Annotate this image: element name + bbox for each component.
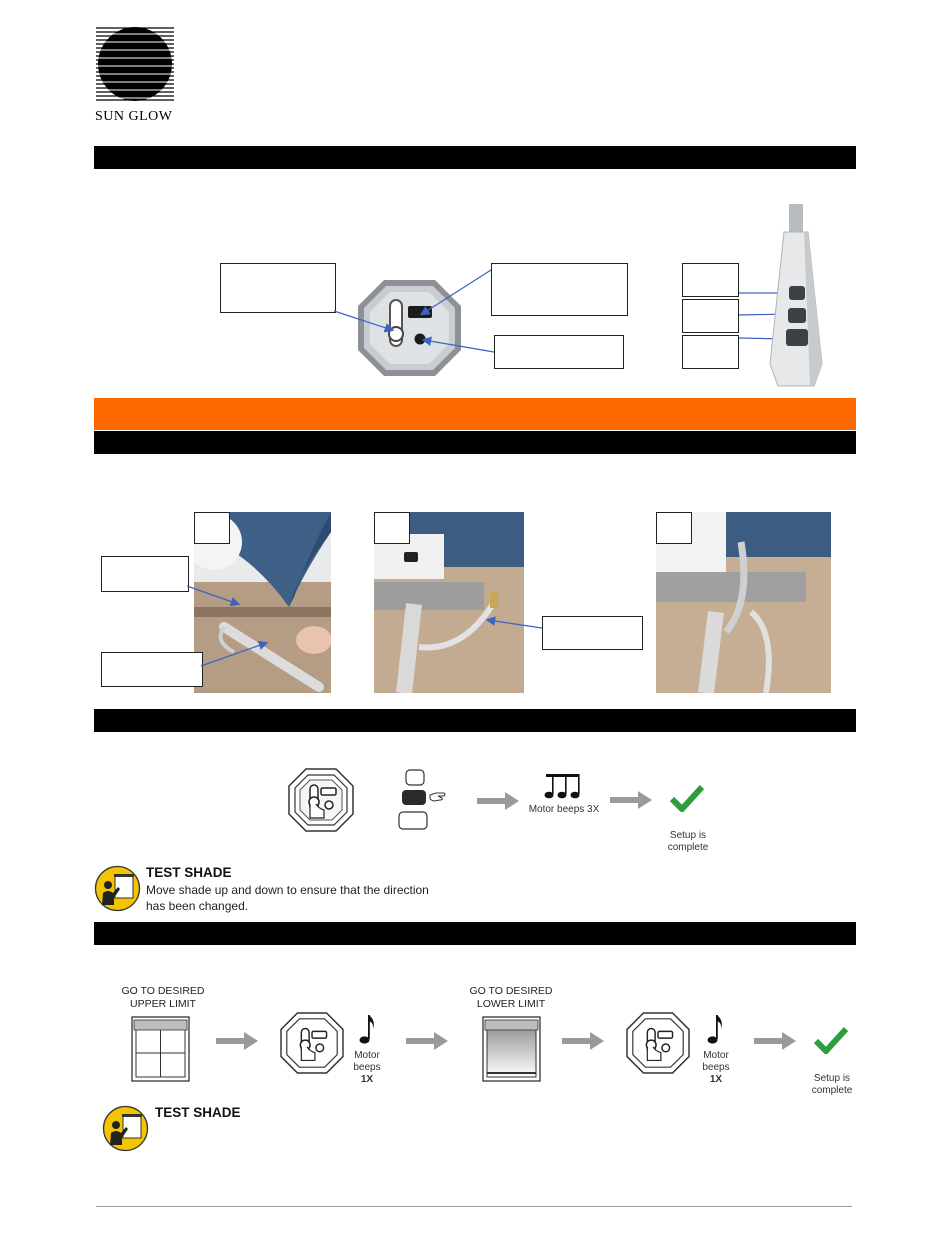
footer-divider [96, 1206, 852, 1207]
wand-buttons-press-icon [396, 768, 450, 832]
arrow-icon-6 [754, 1032, 796, 1050]
upper-limit-line2: UPPER LIMIT [130, 998, 196, 1010]
test-shade-icon-2 [102, 1105, 149, 1152]
beeps-3x-caption: Motor beeps 3X [528, 804, 600, 815]
checkmark-icon-2 [814, 1026, 848, 1054]
motor-head-icon-2 [278, 1012, 346, 1074]
arrow-icon-2 [610, 791, 652, 809]
label-box-up [682, 263, 739, 297]
label-box-down [682, 335, 739, 369]
beeps1-line1: Motor [354, 1050, 380, 1061]
test-shade-title-2: TEST SHADE [155, 1105, 241, 1120]
wand-remote-image [764, 204, 826, 390]
lower-limit-line2: LOWER LIMIT [476, 998, 546, 1010]
section-bar-set-limits [94, 922, 856, 945]
test-shade-text-1 [146, 882, 429, 914]
setup2-line2: complete [811, 1085, 853, 1096]
lower-limit-line1: GO TO DESIRED [469, 985, 553, 997]
upper-limit-line1: GO TO DESIRED [121, 985, 205, 997]
motor-head-icon-3 [624, 1012, 692, 1074]
test-shade-title-1: TEST SHADE [146, 865, 232, 880]
lower-limit-label [456, 985, 566, 1011]
label-box-stop [682, 299, 739, 333]
beeps1-line3: 1X [360, 1074, 374, 1085]
setup-complete-caption [650, 830, 726, 854]
beeps2-line3: 1X [709, 1074, 723, 1085]
beeps-1x-caption-2 [695, 1050, 737, 1086]
music-note-icon-2 [706, 1013, 726, 1045]
section-bar-change-direction [94, 709, 856, 732]
beeps2-line2: beeps [702, 1062, 730, 1073]
shade-lower-icon [482, 1016, 541, 1082]
section-bar-wand-connect [94, 431, 856, 454]
setup-complete-caption-2 [794, 1073, 870, 1097]
setup2-line1: Setup is [813, 1073, 851, 1084]
arrow-icon-1 [477, 792, 519, 810]
beeps-1x-caption-1 [346, 1050, 388, 1086]
motor-head-icon-1 [288, 768, 354, 832]
beeps1-line2: beeps [353, 1062, 381, 1073]
photo-pointer-arrows [0, 500, 950, 700]
test-shade-line-1: Move shade up and down to ensure that the direction [146, 883, 429, 897]
beeps2-line1: Motor [703, 1050, 729, 1061]
music-notes-icon [544, 772, 582, 800]
arrow-icon-3 [216, 1032, 258, 1050]
music-note-icon-1 [358, 1013, 378, 1045]
shade-upper-icon [131, 1016, 190, 1082]
checkmark-icon-1 [670, 784, 704, 812]
test-shade-line-2: has been changed. [146, 899, 249, 913]
setup-complete-line2: complete [667, 842, 709, 853]
accent-bar [94, 398, 856, 430]
upper-limit-label [108, 985, 218, 1011]
brand-name: SUN GLOW [95, 109, 173, 124]
arrow-icon-4 [406, 1032, 448, 1050]
setup-complete-line1: Setup is [669, 830, 707, 841]
test-shade-icon-1 [94, 865, 141, 912]
arrow-icon-5 [562, 1032, 604, 1050]
